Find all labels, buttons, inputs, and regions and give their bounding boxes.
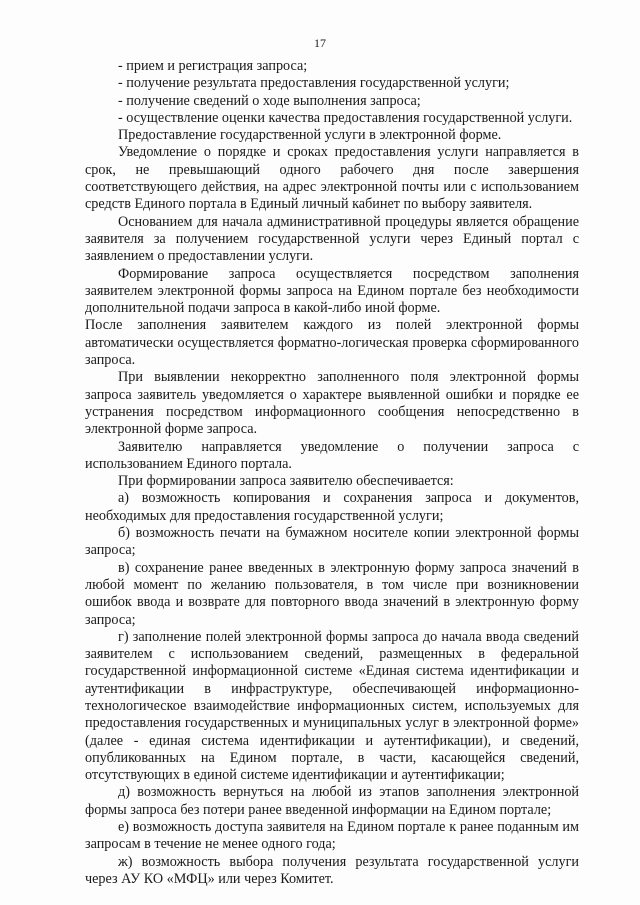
paragraph: а) возможность копирования и сохранения запроса и документов, необходимых для предоставления государственной услуги; — [85, 490, 579, 524]
paragraph: При формировании запроса заявителю обеспечивается: — [118, 473, 454, 490]
paragraph: ж) возможность выбора получения результата государственной услуги через АУ КО «МФЦ» или через Комитет. — [85, 853, 579, 887]
paragraph: - прием и регистрация запроса; — [118, 58, 308, 74]
paragraph: г) заполнение полей электронной формы запроса до начала ввода сведений заявителем с использованием сведений, размещенных в федеральной государственной информационной системе «Единая система идентификации и аутентификации в инфраструктуре, обеспечивающей информационно-технологическое взаимодействие информационных систем, используемых для предоставления государственных и муниципальных услуг в электронной форме» (далее - единая система идентификации и аутентификации), и сведений, опубликованных на Едином портале, в части, касающейся сведений, отсутствующих в единой системе идентификации и аутентификации; — [85, 628, 579, 784]
paragraph: - получение результата предоставления государственной услуги; — [118, 75, 510, 92]
paragraph: б) возможность печати на бумажном носителе копии электронной формы запроса; — [85, 525, 579, 559]
paragraph: Предоставление государственной услуги в электронной форме. — [118, 127, 502, 144]
paragraph: Основанием для начала административной процедуры является обращение заявителя за получением государственной услуги через Единый портал с заявлением о предоставлении услуги. — [85, 213, 579, 265]
paragraph: При выявлении некорректно заполненного поля электронной формы запроса заявитель уведомляется о характере выявленной ошибки и порядке ее устранения посредством информационного сообщения непосредственно в электронной форме запроса. — [85, 369, 579, 438]
paragraph: в) сохранение ранее введенных в электронную форму запроса значений в любой момент по желанию пользователя, в том числе при возникновении ошибок ввода и возврате для повторного ввода значений в электронную форму запроса; — [85, 559, 579, 628]
paragraph: - осуществление оценки качества предоставления государственной услуги. — [118, 109, 573, 126]
paragraph: - получение сведений о ходе выполнения запроса; — [118, 92, 421, 109]
page-number: 17 — [314, 36, 326, 50]
document-body — [85, 58, 579, 888]
paragraph: Заявителю направляется уведомление о получении запроса с использованием Единого портала. — [85, 438, 579, 472]
paragraph: Уведомление о порядке и сроках предоставления услуги направляется в срок, не превышающий одного рабочего дня после завершения соответствующего действия, на адрес электронной почты или с использованием средств Единого портала в Единый личный кабинет по выбору заявителя. — [85, 144, 579, 213]
paragraph: е) возможность доступа заявителя на Едином портале к ранее поданным им запросам в течение не менее одного года; — [85, 819, 579, 853]
paragraph: Формирование запроса осуществляется посредством заполнения заявителем электронной формы запроса на Едином портале без необходимости дополнительной подачи запроса в какой-либо иной форме. — [85, 265, 579, 317]
paragraph: д) возможность вернуться на любой из этапов заполнения электронной формы запроса без потери ранее введенной информации на Едином портале; — [85, 784, 579, 818]
paragraph: После заполнения заявителем каждого из полей электронной формы автоматически осуществляется форматно-логическая проверка сформированного запроса. — [85, 317, 579, 369]
